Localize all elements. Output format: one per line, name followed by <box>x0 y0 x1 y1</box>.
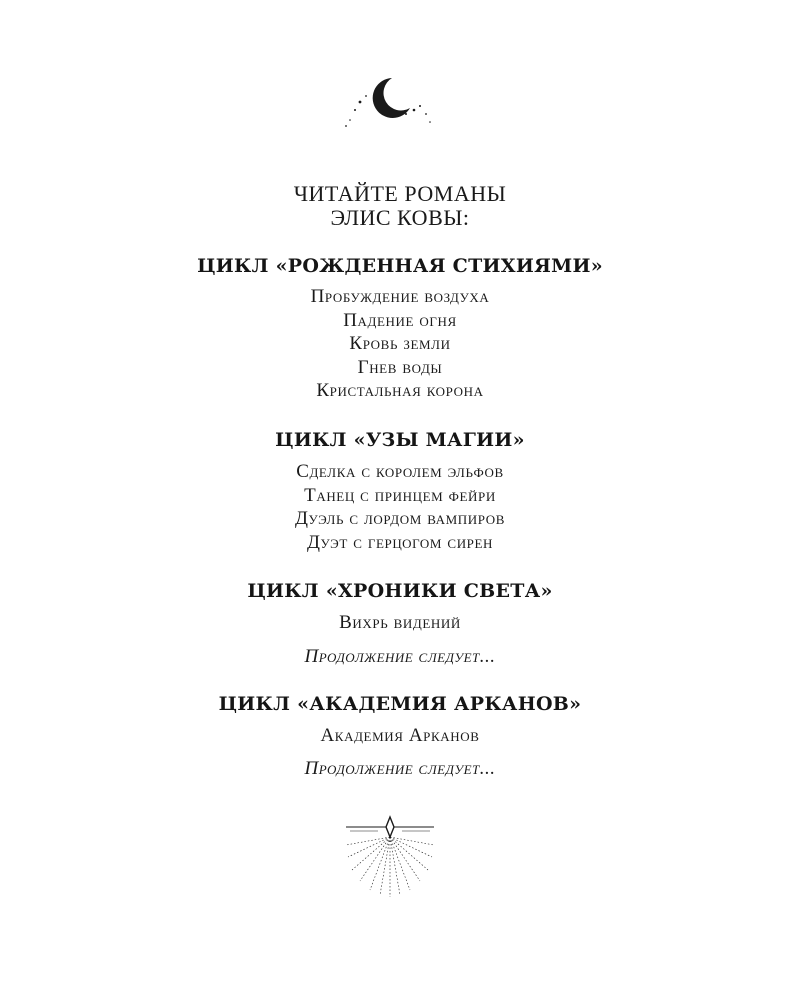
book-title: Танец с принцем фейри <box>304 484 496 506</box>
book-title: Кристальная корона <box>316 380 484 401</box>
series-title: ЦИКЛ «ХРОНИКИ СВЕТА» <box>247 580 553 602</box>
book-title: Академия Арканов <box>320 725 480 746</box>
book-title: Кровь земли <box>349 333 451 354</box>
continued-note: Продолжение следует... <box>304 646 496 667</box>
book-list <box>0 460 800 554</box>
book-title: Дуэль с лордом вампиров <box>294 508 506 529</box>
series-title: ЦИКЛ «РОЖДЕННАЯ СТИХИЯМИ» <box>197 255 603 277</box>
series-title: ЦИКЛ «АКАДЕМИЯ АРКАНОВ» <box>218 693 582 715</box>
crescent-moon-icon <box>340 70 440 130</box>
series-title: ЦИКЛ «УЗЫ МАГИИ» <box>275 429 525 451</box>
intro-line-2: ЭЛИС КОВЫ: <box>330 205 470 230</box>
book-title: Сделка с королем эльфов <box>296 461 504 482</box>
book-title: Дуэт с герцогом сирен <box>306 531 494 553</box>
radiant-star-icon <box>340 815 440 900</box>
book-title: Гнев воды <box>357 356 443 378</box>
book-title: Падение огня <box>343 309 457 331</box>
book-title: Вихрь видений <box>339 612 461 633</box>
book-list <box>0 611 800 635</box>
continued-note: Продолжение следует... <box>304 758 496 779</box>
book-list <box>0 285 800 403</box>
intro-line-1: ЧИТАЙТЕ РОМАНЫ <box>293 181 507 206</box>
book-title: Пробуждение воздуха <box>310 286 490 307</box>
book-list <box>0 724 800 748</box>
